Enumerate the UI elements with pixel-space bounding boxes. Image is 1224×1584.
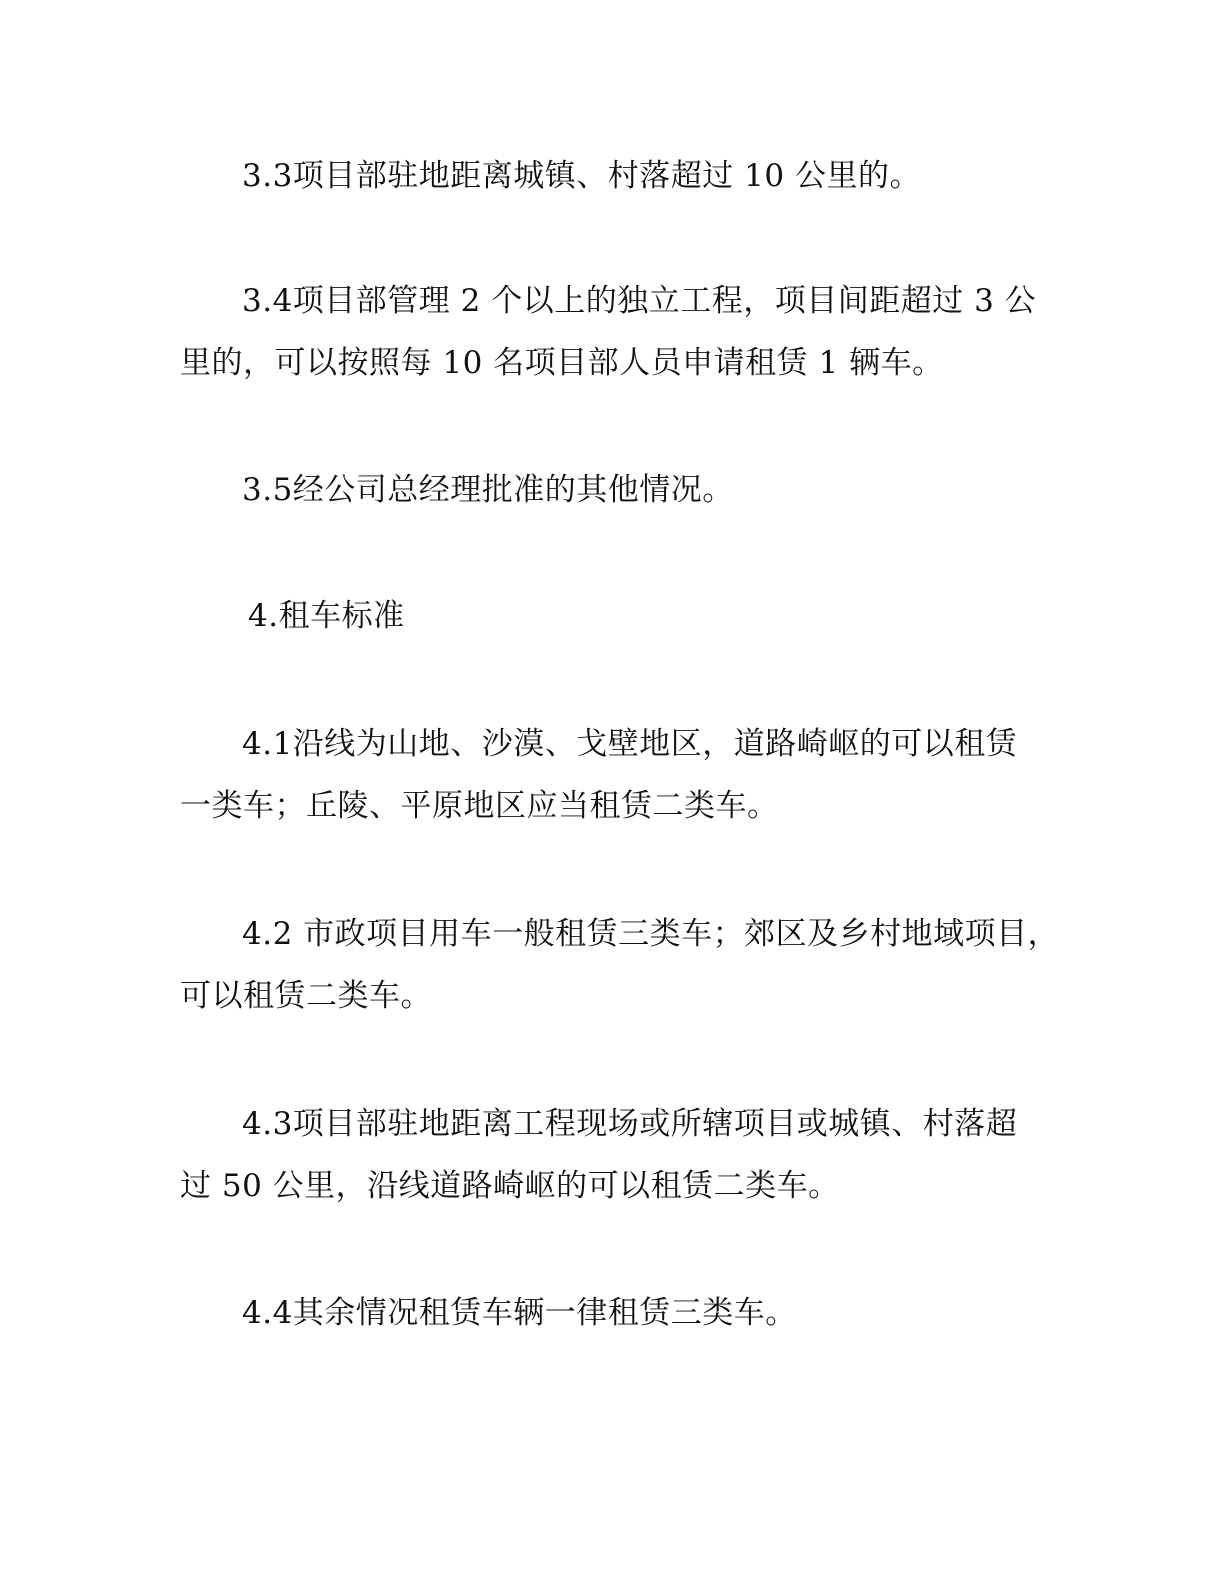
paragraph-3-4 xyxy=(180,270,1060,394)
text-line: 可以租赁二类车。 xyxy=(180,978,432,1014)
paragraph-4-2 xyxy=(180,903,1060,1027)
text-line: 3.3项目部驻地距离城镇、村落超过 10 公里的。 xyxy=(242,158,921,194)
text-line: 4.1沿线为山地、沙漠、戈壁地区，道路崎岖的可以租赁 xyxy=(242,726,1018,762)
text-line: 3.5经公司总经理批准的其他情况。 xyxy=(242,472,734,508)
paragraph-4-1 xyxy=(180,713,1060,837)
paragraph-3-5 xyxy=(180,459,1060,521)
text-line: 3.4项目部管理 2 个以上的独立工程，项目间距超过 3 公 xyxy=(242,283,1037,319)
text-line: 里的，可以按照每 10 名项目部人员申请租赁 1 辆车。 xyxy=(180,345,944,381)
text-line: 一类车；丘陵、平原地区应当租赁二类车。 xyxy=(180,788,779,824)
text-line: 过 50 公里，沿线道路崎岖的可以租赁二类车。 xyxy=(180,1168,840,1204)
paragraph-4-4 xyxy=(180,1282,1060,1344)
paragraph-4-3 xyxy=(180,1093,1060,1217)
text-line: 4.租车标准 xyxy=(248,598,405,634)
section-heading-4 xyxy=(180,585,1060,647)
text-line: 4.2 市政项目用车一般租赁三类车；郊区及乡村地域项目， xyxy=(242,916,1060,952)
text-line: 4.4其余情况租赁车辆一律租赁三类车。 xyxy=(242,1295,797,1331)
paragraph-3-3 xyxy=(180,145,1060,207)
text-line: 4.3项目部驻地距离工程现场或所辖项目或城镇、村落超 xyxy=(242,1106,1018,1142)
